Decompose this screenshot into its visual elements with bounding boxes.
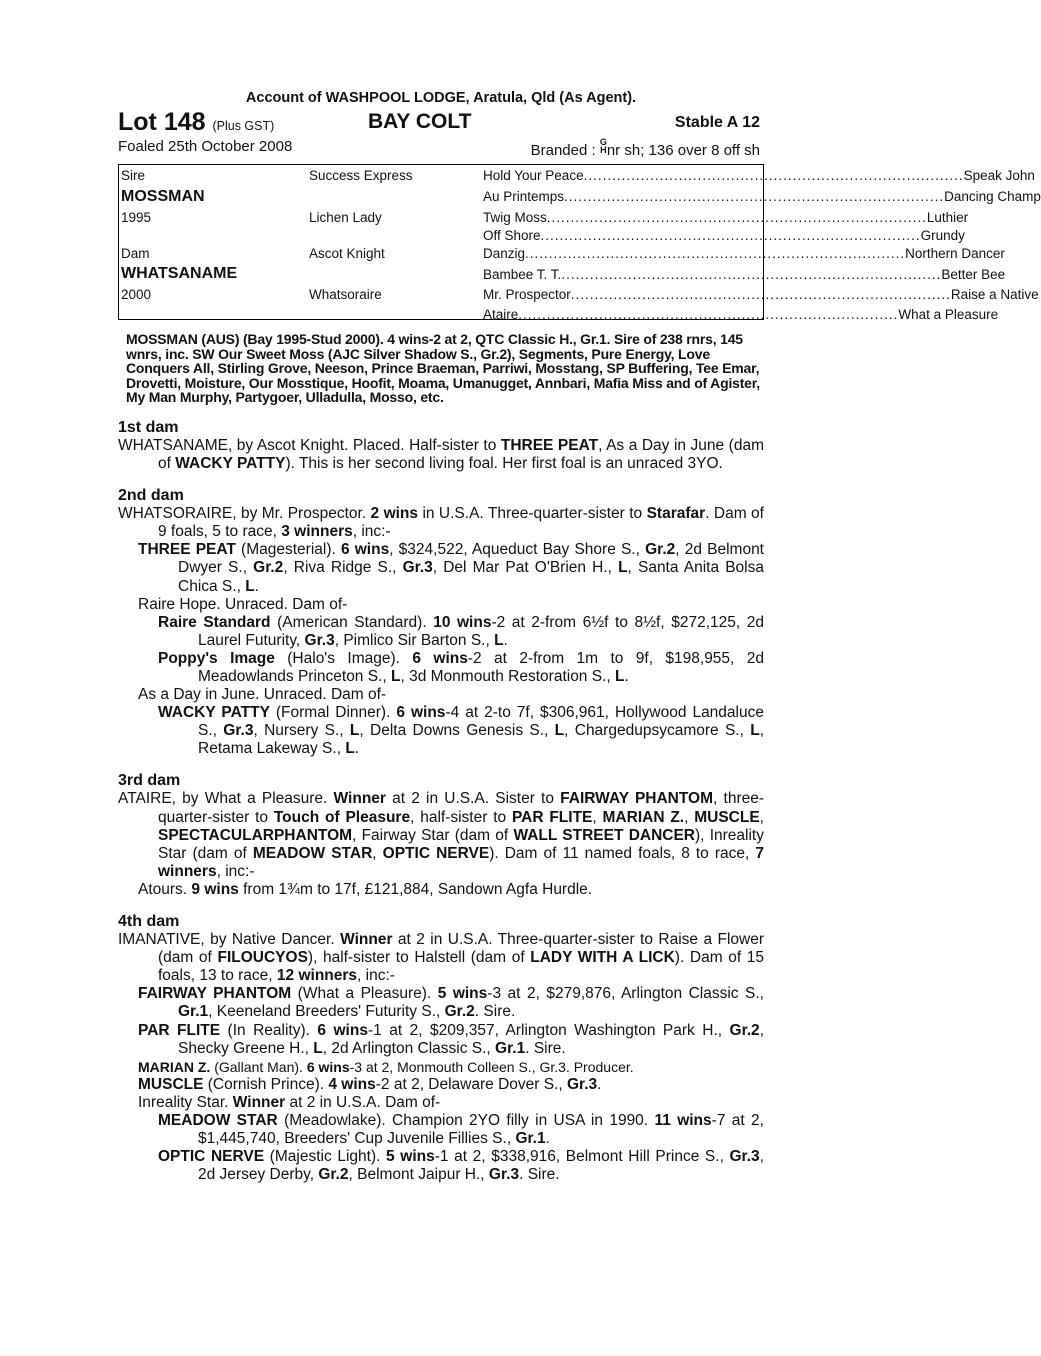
ancestor-dam: Raise a Native — [950, 287, 1039, 302]
ancestor-row — [483, 189, 1041, 204]
text-run: ), Inreality Star (dam of — [158, 826, 764, 862]
bold-text: Winner — [340, 931, 393, 949]
text-run: ). Dam of 15 foals, 13 to race, — [158, 949, 765, 985]
text-run: , Shecky Greene H., — [178, 1021, 764, 1057]
ancestor-sire: Hold Your Peace — [483, 168, 584, 183]
text-run: . — [624, 668, 629, 685]
bold-text: Poppy's Image — [158, 649, 275, 667]
bold-text: 7 winners — [158, 844, 764, 880]
ancestor-dam: Grundy — [920, 228, 965, 243]
text-run: , Retama Lakeway S., — [198, 722, 764, 758]
text-run: , Fairway Star (dam of — [352, 826, 514, 844]
dam-year: 2000 — [121, 287, 152, 302]
ancestor-dam: What a Pleasure — [898, 307, 999, 322]
text-run: , half-sister to — [410, 808, 512, 826]
bold-text: L — [245, 577, 255, 595]
family-sections — [118, 419, 764, 1184]
bold-text: L — [618, 559, 628, 577]
pedigree-paragraph — [118, 985, 764, 1021]
text-run: , — [592, 808, 603, 826]
ancestor-row — [483, 228, 965, 243]
section-heading: 3rd dam — [118, 772, 181, 790]
dam-section — [118, 772, 764, 899]
ancestor-dam: Northern Dancer — [905, 246, 1005, 261]
text-run: , Belmont Jaipur H., — [348, 1166, 489, 1184]
text-run: , inc:- — [357, 967, 395, 985]
sire-name: MOSSMAN — [121, 188, 205, 205]
text-run: (Meadowlake). Champion 2YO filly in USA in 1990. — [277, 1111, 655, 1129]
text-run: , Keeneland Breeders' Futurity S., — [208, 1003, 445, 1021]
sire-year: 1995 — [121, 210, 152, 225]
bold-text: MARIAN Z. — [602, 808, 685, 826]
text-run: -7 at 2, $1,445,740, Breeders' Cup Juvenile Fillies S., — [198, 1111, 764, 1148]
text-run: ). Dam of 11 named foals, 8 to race, — [489, 844, 756, 862]
bold-text: MARIAN Z. — [138, 1058, 211, 1075]
pedigree-table — [118, 164, 1041, 322]
ancestor-row — [483, 307, 999, 322]
leader-dots: ................................................................................ — [546, 210, 927, 225]
bold-text: Gr.1 — [495, 1039, 526, 1057]
sire-sire: Success Express — [309, 168, 413, 183]
bold-text: 4 wins — [328, 1075, 376, 1093]
brand-top: G — [599, 137, 607, 147]
bold-text: Gr.2 — [444, 1003, 475, 1021]
text-run: (Magesterial). — [235, 541, 341, 559]
text-run: , Riva Ridge S., — [283, 559, 403, 577]
text-run: , — [684, 808, 695, 826]
ancestor-sire: Danzig — [483, 246, 526, 261]
text-run: -2 at 2-from 1m to 9f, $198,955, 2d Meadowlands Princeton S., — [198, 649, 764, 685]
pedigree-paragraph — [118, 541, 764, 595]
bold-text: L — [345, 740, 355, 758]
bold-text: Gr.1 — [178, 1003, 209, 1021]
bold-text: L — [349, 722, 360, 740]
bold-text: 2 wins — [370, 505, 419, 523]
sire-summary: MOSSMAN (AUS) (Bay 1995-Stud 2000). 4 wins-2 at 2, QTC Classic H., Gr.1. Sire of 238 rnrs, 145 wnrs, inc. SW Our Sweet Moss (AJC Silver Shadow S., Gr.2), Segments, Pure Energy, Love Conquers All, Stirling Grove, Neeson, Prince Braeman, Parriwi, Mosstang, SP Buffering, Tee Emar, Drovetti, Moisture, Our Mosstique, Hoofit, Moama, Umanugget, Annbari, Mafia Miss and of Agister, My Man Murphy, Partygoer, Ulladulla, Mosso, etc. — [126, 331, 760, 406]
text-run: . — [545, 1130, 550, 1148]
text-run: IMANATIVE, by Native Dancer. — [118, 931, 341, 949]
bold-text: L — [494, 631, 504, 649]
text-run: , Pimlico Sir Barton S., — [334, 631, 495, 649]
bold-text: L — [391, 668, 401, 685]
text-run: -3 at 2, $279,876, Arlington Classic S., — [487, 985, 764, 1003]
bold-text: 11 wins — [654, 1111, 712, 1129]
ancestor-sire: Mr. Prospector — [483, 287, 571, 302]
text-run: -1 at 2, $209,357, Arlington Washington Park H., — [367, 1021, 730, 1039]
bold-text: 9 wins — [191, 880, 239, 898]
pedigree-paragraph — [118, 881, 764, 899]
section-heading: 2nd dam — [118, 487, 184, 505]
text-run: , 2d Arlington Classic S., — [322, 1039, 496, 1057]
text-run: (Cornish Prince). — [203, 1075, 329, 1093]
bold-text: Gr.2 — [645, 541, 676, 559]
text-run: . Sire. — [525, 1039, 566, 1057]
bold-text: Winner — [333, 790, 386, 808]
ancestor-row — [483, 267, 1006, 282]
bold-text: LADY WITH A LICK — [530, 949, 675, 967]
text-run: (Formal Dinner). — [269, 704, 397, 722]
bold-text: Gr.2 — [729, 1021, 760, 1039]
text-run: WHATSORAIRE, by Mr. Prospector. — [118, 505, 371, 523]
text-run: , Del Mar Pat O'Brien H., — [432, 559, 619, 577]
bold-text: MEADOW STAR — [158, 1111, 278, 1129]
pedigree-paragraph — [118, 437, 764, 473]
pedigree-paragraph — [118, 1022, 764, 1058]
text-run: , — [759, 808, 764, 826]
text-run: (Gallant Man). — [210, 1058, 307, 1075]
text-run: , 3d Monmouth Restoration S., — [400, 668, 615, 685]
text-run: (Halo's Image). — [274, 649, 413, 667]
dam-section — [118, 487, 764, 758]
text-run: , 2d Belmont Dwyer S., — [178, 541, 764, 577]
pedigree-paragraph — [118, 505, 764, 541]
pedigree-paragraph — [118, 650, 764, 686]
horse-sex: BAY COLT — [368, 110, 472, 133]
dam-section — [118, 913, 764, 1184]
ancestor-row — [483, 246, 1005, 261]
pedigree-paragraph — [118, 931, 764, 985]
vendor-account: Account of WASHPOOL LODGE, Aratula, Qld (As Agent). — [245, 90, 637, 106]
bold-text: MEADOW STAR — [252, 844, 373, 862]
leader-dots: ................................................................................ — [540, 228, 921, 243]
text-run: -2 at 2-from 6½f to 8½f, $272,125, 2d Laurel Futurity, — [198, 613, 764, 649]
bold-text: Gr.3 — [488, 1166, 520, 1184]
bold-text: PAR FLITE — [138, 1021, 221, 1039]
pedigree-paragraph — [118, 1148, 764, 1184]
pedigree-paragraph — [118, 686, 764, 704]
text-run: As a Day in June. Unraced. Dam of- — [138, 686, 387, 704]
bold-text: WALL STREET DANCER — [513, 826, 695, 844]
text-run: , 2d Jersey Derby, — [198, 1148, 764, 1184]
bold-text: Gr.3 — [402, 559, 433, 577]
bold-text: 5 wins — [386, 1148, 435, 1166]
bold-text: Touch of Pleasure — [273, 808, 411, 826]
ancestor-dam: Better Bee — [941, 267, 1006, 282]
dam-label: Dam — [121, 246, 150, 261]
text-run: , Santa Anita Bolsa Chica S., — [178, 559, 764, 595]
text-run: Inreality Star. — [138, 1093, 233, 1111]
leader-dots: ................................................................................ — [570, 287, 951, 302]
branded-prefix: Branded : — [530, 142, 596, 159]
ancestor-sire: Twig Moss — [483, 210, 547, 225]
sire-dam: Lichen Lady — [309, 210, 382, 225]
text-run: (Majestic Light). — [264, 1148, 387, 1166]
section-heading: 1st dam — [118, 418, 179, 436]
ancestor-sire: Ataire — [483, 307, 519, 322]
text-run: (In Reality). — [220, 1021, 318, 1039]
text-run: -3 at 2, Monmouth Colleen S., Gr.3. Producer. — [349, 1058, 634, 1075]
bold-text: 6 wins — [340, 541, 390, 559]
bold-text: 6 wins — [412, 649, 468, 667]
text-run: , inc:- — [216, 862, 255, 880]
bold-text: OPTIC NERVE — [158, 1148, 265, 1166]
brand-mark — [600, 138, 607, 154]
catalogue-page — [118, 88, 1041, 1184]
pedigree-paragraph — [118, 1058, 764, 1076]
ancestor-sire: Au Printemps — [483, 189, 565, 204]
text-run: . Sire. — [519, 1166, 560, 1184]
leader-dots: ................................................................................ — [525, 246, 906, 261]
dam-dam: Whatsoraire — [309, 287, 382, 302]
text-run: at 2 in U.S.A. Dam of- — [285, 1093, 441, 1111]
ancestor-sire: Off Shore — [483, 228, 541, 243]
bold-text: 6 wins — [306, 1058, 350, 1075]
foal-row — [118, 136, 764, 160]
text-run: at 2 in U.S.A. Sister to — [385, 790, 561, 808]
ancestor-dam: Dancing Champ — [944, 189, 1041, 204]
pedigree-paragraph — [118, 1112, 764, 1148]
bold-text: THREE PEAT — [500, 436, 599, 454]
ancestor-row — [483, 210, 969, 225]
pedigree-paragraph — [118, 614, 764, 650]
bold-text: 6 wins — [396, 704, 446, 722]
bold-text: L — [313, 1039, 323, 1057]
bold-text: FILOUCYOS — [217, 949, 308, 967]
text-run: , As a Day in June (dam of — [158, 436, 764, 473]
bold-text: WACKY PATTY — [158, 704, 270, 722]
text-run: , inc:- — [352, 523, 391, 541]
text-run: WHATSANAME, by Ascot Knight. Placed. Half-sister to — [118, 436, 501, 454]
bold-text: THREE PEAT — [138, 541, 236, 559]
bold-text: Gr.3 — [567, 1075, 598, 1093]
bold-text: PAR FLITE — [511, 808, 593, 826]
bold-text: Winner — [232, 1093, 286, 1111]
stable-location: Stable A 12 — [674, 114, 760, 131]
text-run: from 1¾m to 17f, £121,884, Sandown Agfa Hurdle. — [238, 880, 593, 898]
brand-info — [531, 138, 760, 159]
pedigree-paragraph — [118, 1094, 764, 1112]
bold-text: Gr.2 — [318, 1166, 349, 1184]
leader-dots: ................................................................................ — [561, 267, 942, 282]
text-run: , Chargedupsycamore S., — [564, 722, 751, 740]
text-run: . Sire. — [474, 1003, 516, 1021]
text-run: Atours. — [138, 880, 192, 898]
brand-bottom: H — [600, 145, 607, 155]
bold-text: L — [750, 722, 760, 740]
pedigree-paragraph — [118, 790, 764, 880]
leader-dots: ................................................................................ — [564, 189, 945, 204]
bold-text: FAIRWAY PHANTOM — [138, 985, 292, 1003]
text-run: ), half-sister to Halstell (dam of — [307, 949, 531, 967]
text-run: ). This is her second living foal. Her first foal is an unraced 3YO. — [285, 455, 723, 473]
text-run: -1 at 2, $338,916, Belmont Hill Prince S., — [434, 1148, 730, 1166]
bold-text: 3 winners — [281, 523, 353, 541]
text-run: Raire Hope. Unraced. Dam of- — [138, 595, 348, 613]
lot-row — [118, 108, 764, 136]
lot-label: Lot 148 — [118, 108, 206, 136]
text-run: (What a Pleasure). — [291, 985, 438, 1003]
ancestor-row — [483, 287, 1039, 302]
bold-text: Starafar — [646, 505, 706, 523]
bold-text: 5 wins — [437, 985, 488, 1003]
bold-text: Gr.3 — [223, 722, 254, 740]
leader-dots: ................................................................................ — [518, 307, 899, 322]
section-heading: 4th dam — [118, 913, 180, 931]
text-run: . — [503, 631, 508, 649]
bold-text: 6 wins — [317, 1021, 368, 1039]
bold-text: MUSCLE — [694, 808, 760, 826]
ancestor-sire: Bambee T. T. — [483, 267, 562, 282]
bold-text: SPECTACULARPHANTOM — [158, 826, 353, 844]
text-run: (American Standard). — [270, 613, 434, 631]
text-run: , Delta Downs Genesis S., — [359, 722, 555, 740]
branded-suffix: nr sh; 136 over 8 off sh — [606, 142, 760, 159]
text-run: , Nursery S., — [253, 722, 350, 740]
dam-section — [118, 419, 764, 473]
bold-text: MUSCLE — [138, 1075, 204, 1093]
bold-text: FAIRWAY PHANTOM — [560, 790, 714, 808]
pedigree-paragraph — [118, 704, 764, 758]
text-run: , three-quarter-sister to — [158, 790, 765, 826]
text-run: . — [254, 577, 259, 595]
bold-text: WACKY PATTY — [175, 455, 286, 473]
dam-name: WHATSANAME — [121, 265, 238, 282]
text-run: ATAIRE, by What a Pleasure. — [118, 790, 334, 808]
bold-text: L — [615, 668, 625, 685]
leader-dots: ................................................................................ — [583, 168, 964, 183]
gst-note: (Plus GST) — [212, 119, 275, 133]
bold-text: Gr.1 — [515, 1130, 546, 1148]
dam-sire: Ascot Knight — [309, 246, 385, 261]
text-run: at 2 in U.S.A. Three-quarter-sister to Raise a Flower (dam of — [158, 931, 764, 967]
bold-text: L — [554, 722, 565, 740]
text-run: . Dam of 9 foals, 5 to race, — [158, 505, 764, 541]
text-run: -4 at 2-to 7f, $306,961, Hollywood Landaluce S., — [198, 704, 764, 740]
bold-text: OPTIC NERVE — [382, 844, 490, 862]
ancestor-dam: Luthier — [926, 210, 969, 225]
ancestor-row — [483, 168, 1035, 183]
bold-text: 10 wins — [433, 613, 492, 631]
text-run: . — [597, 1075, 602, 1093]
text-run: in U.S.A. Three-quarter-sister to — [418, 505, 647, 523]
sire-label: Sire — [121, 168, 146, 183]
text-run: , — [372, 844, 383, 862]
bold-text: Gr.3 — [729, 1148, 760, 1166]
bold-text: Raire Standard — [158, 613, 271, 631]
pedigree-paragraph — [118, 596, 764, 614]
bold-text: 12 winners — [276, 967, 358, 985]
text-run: -2 at 2, Delaware Dover S., — [375, 1075, 567, 1093]
bold-text: Gr.2 — [253, 559, 284, 577]
foaled-date: Foaled 25th October 2008 — [118, 138, 293, 155]
ancestor-dam: Speak John — [963, 168, 1035, 183]
pedigree-paragraph — [118, 1076, 764, 1094]
text-run: . — [354, 740, 360, 758]
bold-text: Gr.3 — [304, 631, 335, 649]
text-run: , $324,522, Aqueduct Bay Shore S., — [389, 541, 646, 559]
